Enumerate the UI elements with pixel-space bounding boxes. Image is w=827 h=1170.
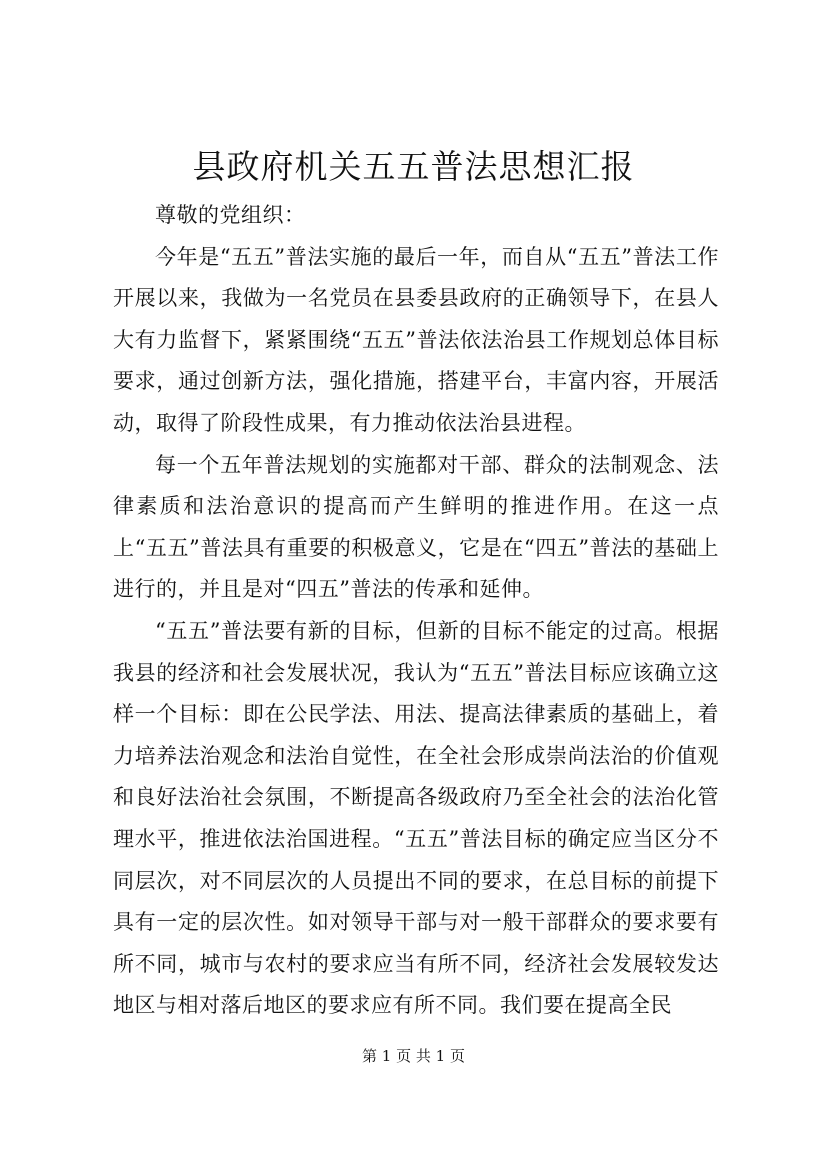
page-number-footer: 第 1 页 共 1 页 <box>362 1047 465 1065</box>
paragraph: 今年是“五五”普法实施的最后一年，而自从“五五”普法工作开展以来，我做为一名党员在县委县政府的正确领导下，在县人大有力监督下，紧紧围绕“五五”普法依法治县工作规划总体目标要求，通过创新方法，强化措施，搭建平台，丰富内容，开展活动，取得了阶段性成果，有力推动依法治县进程。 <box>113 244 719 435</box>
salutation: 尊敬的党组织： <box>155 203 306 227</box>
document-body <box>113 195 719 1027</box>
document-title: 县政府机关五五普法思想汇报 <box>192 147 635 186</box>
paragraph: “五五”普法要有新的目标，但新的目标不能定的过高。根据我县的经济和社会发展状况，我认为“五五”普法目标应该确立这样一个目标：即在公民学法、用法、提高法律素质的基础上，着力培养法治观念和法治自觉性，在全社会形成崇尚法治的价值观和良好法治社会氛围，不断提高各级政府乃至全社会的法治化管理水平，推进依法治国进程。“五五”普法目标的确定应当区分不同层次，对不同层次的人员提出不同的要求，在总目标的前提下具有一定的层次性。如对领导干部与对一般干部群众的要求要有所不同，城市与农村的要求应当有所不同，经济社会发展较发达地区与相对落后地区的要求应有所不同。我们要在提高全民 <box>113 618 719 1018</box>
paragraph: 每一个五年普法规划的实施都对干部、群众的法制观念、法律素质和法治意识的提高而产生鲜明的推进作用。在这一点上“五五”普法具有重要的积极意义，它是在“四五”普法的基础上进行的，并且是对“四五”普法的传承和延伸。 <box>113 452 719 602</box>
